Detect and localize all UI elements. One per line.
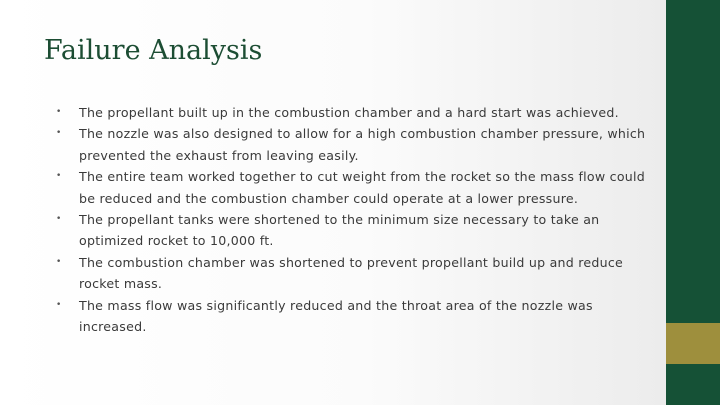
bullet-icon: • — [56, 107, 62, 117]
bullet-icon: • — [56, 299, 62, 310]
slide-title: Failure Analysis — [44, 35, 263, 66]
bullet-item — [56, 166, 646, 209]
bullet-list — [56, 102, 646, 337]
bullet-icon: • — [56, 171, 62, 182]
bullet-text: The propellant built up in the combustion chamber and a hard start was achieved. — [79, 105, 619, 120]
sidebar-gold-accent — [666, 323, 720, 364]
bullet-icon: • — [56, 256, 62, 267]
bullet-item — [56, 123, 646, 166]
bullet-text: The mass flow was significantly reduced and the throat area of the nozzle was increased. — [79, 297, 593, 335]
bullet-item — [56, 252, 646, 295]
bullet-text: The combustion chamber was shortened to prevent propellant build up and reduce rocket mass. — [79, 254, 624, 292]
bullet-item — [56, 209, 646, 252]
bullet-text: The entire team worked together to cut weight from the rocket so the mass flow could be reduced and the combustion chamber could operate at a lower pressure. — [79, 169, 646, 206]
bullet-icon: • — [56, 128, 62, 139]
bullet-text: The propellant tanks were shortened to the minimum size necessary to take an optimized rocket to 10,000 ft. — [79, 212, 600, 249]
bullet-icon: • — [56, 214, 62, 225]
bullet-item — [56, 295, 646, 338]
bullet-item — [56, 102, 646, 123]
bullet-text: The nozzle was also designed to allow for a high combustion chamber pressure, which prevented the exhaust from leaving easily. — [79, 126, 646, 163]
